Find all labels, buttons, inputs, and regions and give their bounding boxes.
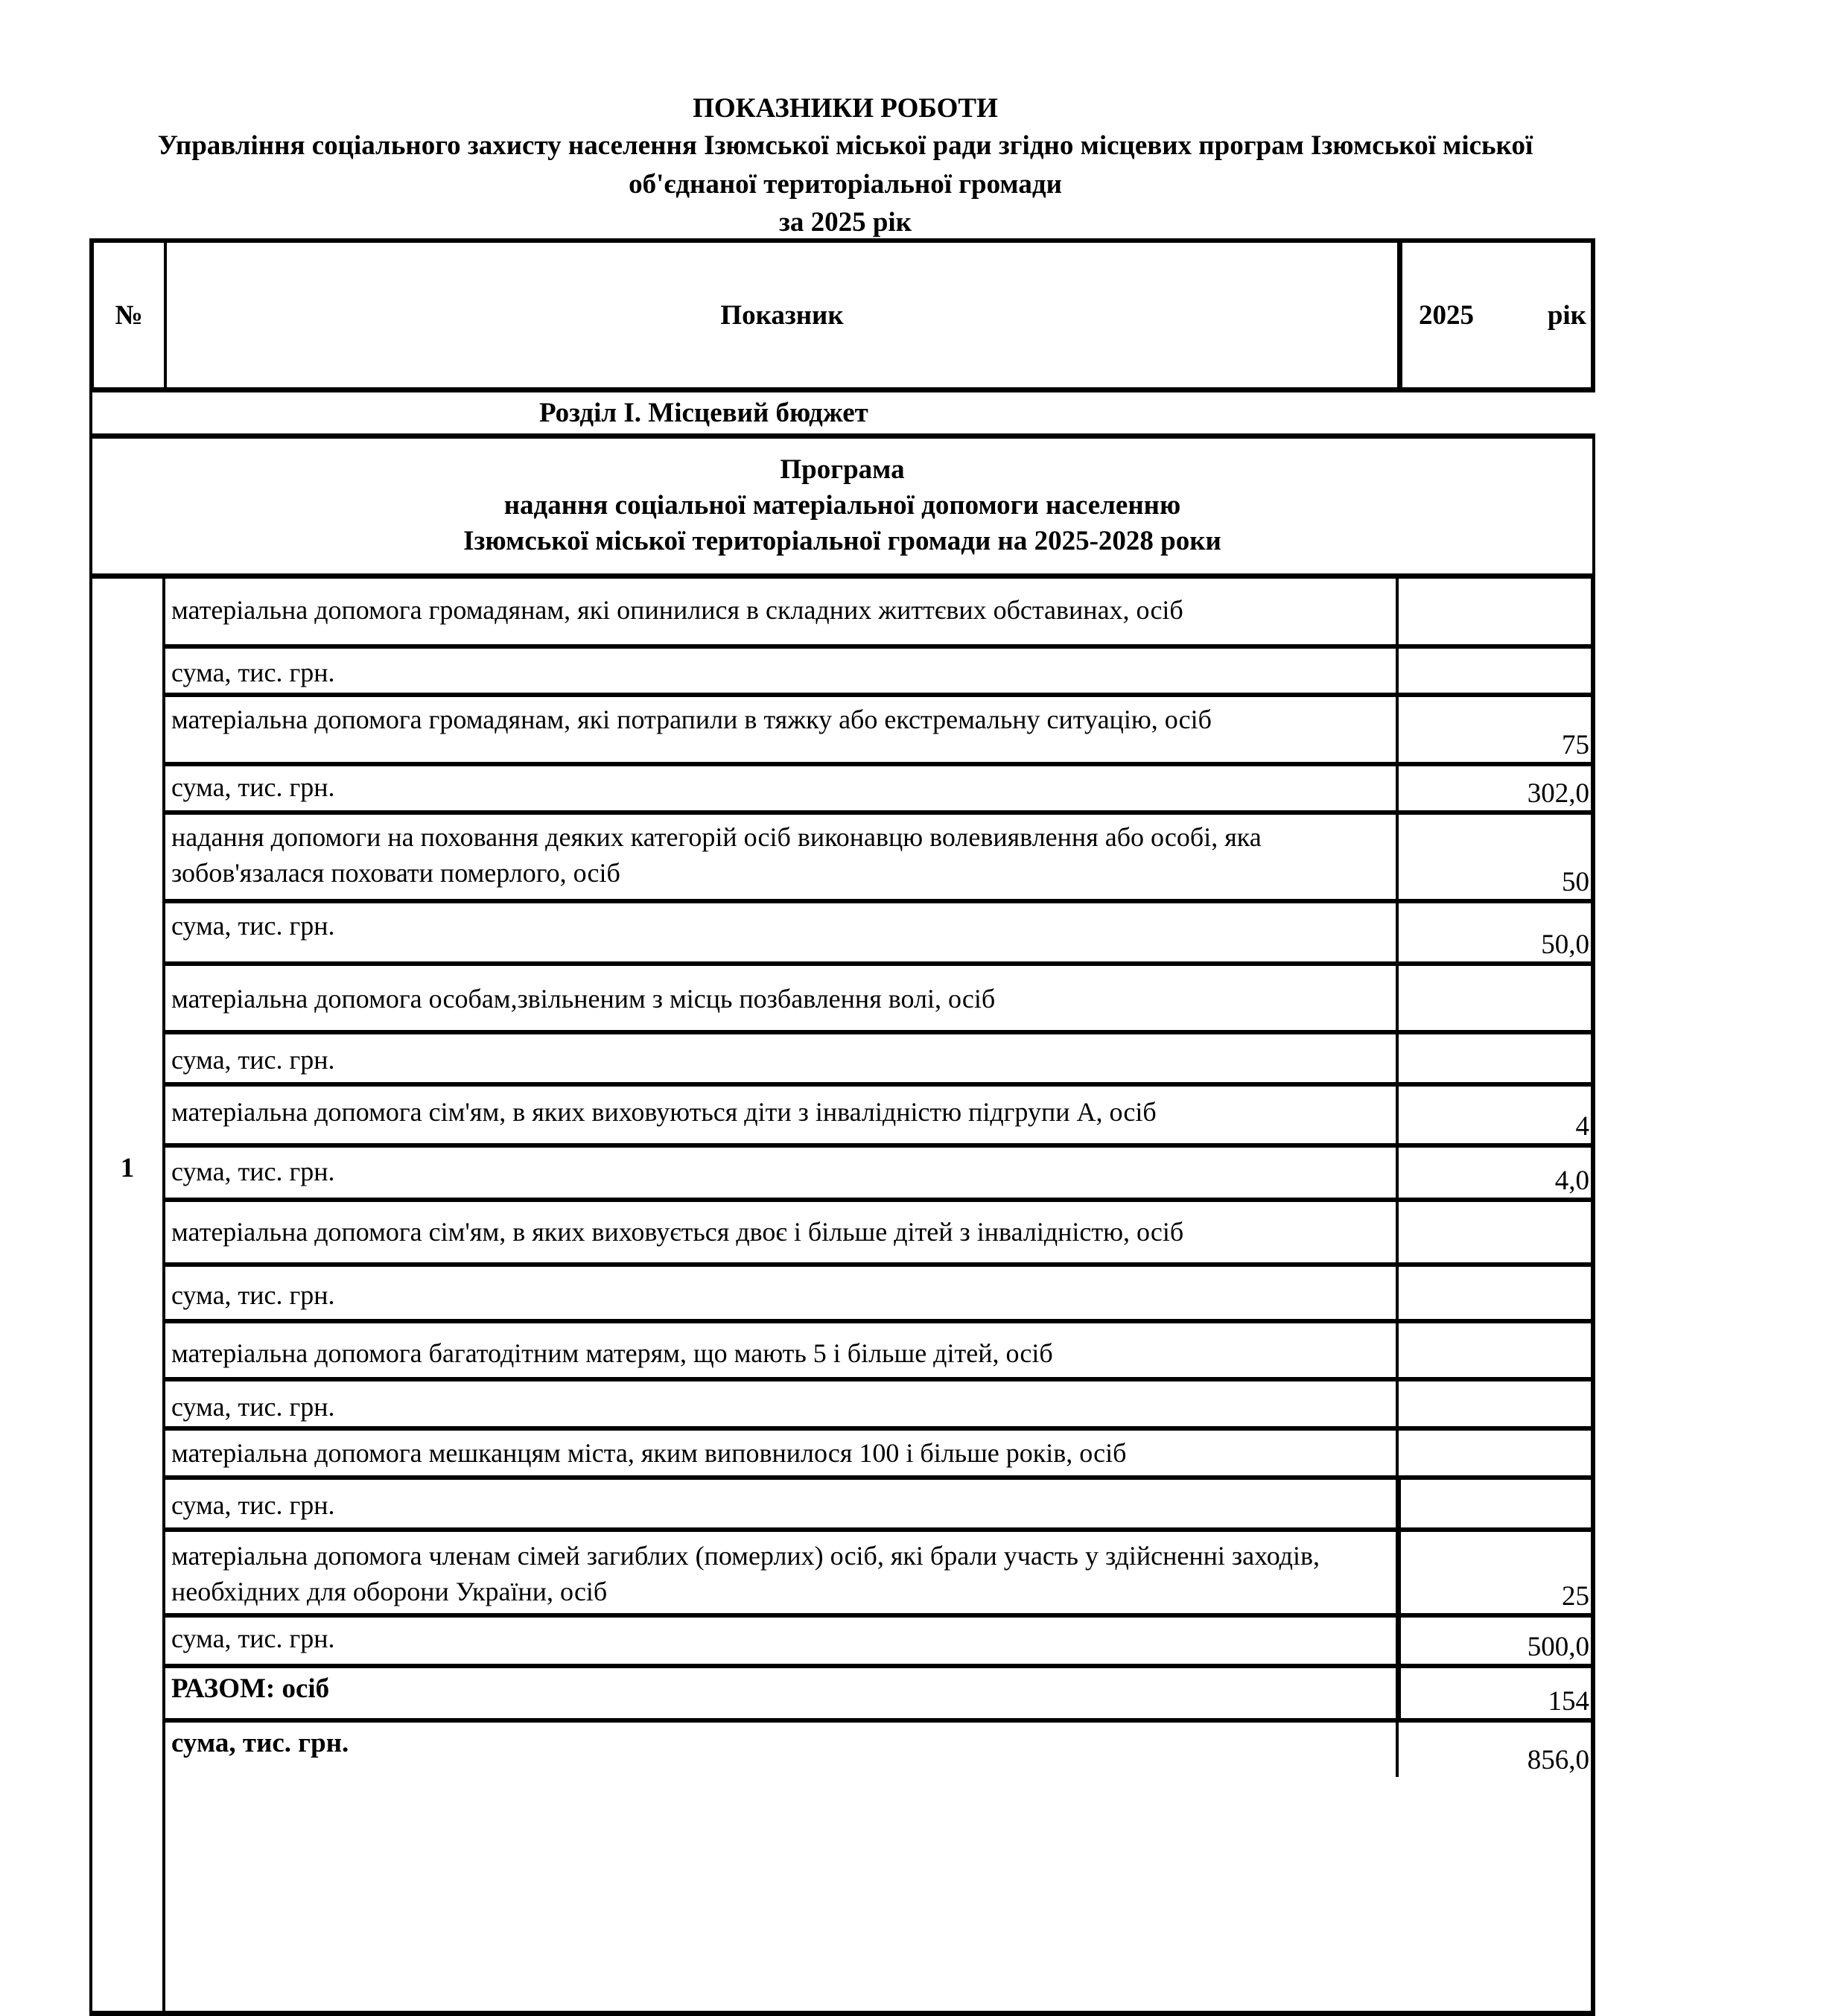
row-value [1396,966,1594,1030]
row-label: матеріальна допомога особам,звільненим з місць позбавлення волі, осіб [171,984,996,1014]
row-value [1396,1323,1594,1377]
row-label: сума, тис. грн. [171,1280,335,1310]
table-row [165,579,1594,649]
row-label: сума, тис. грн. [171,911,335,941]
row-label: матеріальна допомога громадянам, які потрапили в тяжку або екстремальну ситуацію, осіб [171,705,1212,734]
group-number-cell [92,579,165,2011]
row-value [1396,1267,1594,1319]
row-value: 75 [1396,697,1594,762]
doc-subtitle-line1: Управління соціального захисту населення Ізюмської міської ради згідно місцевих програм Ізюмської міської [157,130,1533,161]
row-label: матеріальна допомога сім'ям, в яких виховуються діти з інвалідністю підгрупи А, осіб [171,1097,1157,1127]
table-row [165,1087,1594,1148]
doc-title: ПОКАЗНИКИ РОБОТИ [693,93,998,124]
table-row [165,1480,1594,1532]
table-row [165,1431,1594,1480]
row-value: 25 [1396,1532,1594,1613]
row-label: матеріальна допомога громадянам, які опинилися в складних життєвих обставинах, осіб [171,595,1183,625]
row-value: 4,0 [1396,1148,1594,1198]
row-label: сума, тис. грн. [171,1392,335,1422]
row-value [1396,1480,1594,1527]
row-label: сума, тис. грн. [171,1490,335,1520]
table-row [165,1267,1594,1323]
table-header [89,238,1595,392]
header-year [1397,243,1591,387]
row-label: сума, тис. грн. [171,772,335,802]
table-row [165,1034,1594,1087]
section-row [89,392,1595,433]
header-year-value: 2025 [1419,299,1474,331]
table-row [165,697,1594,766]
row-label: сума, тис. грн. [171,1728,349,1758]
group-number: 1 [120,1153,135,1183]
section-title: Розділ І. Місцевий бюджет [539,398,868,428]
row-label: матеріальна допомога багатодітним матерям, що мають 5 і більше дітей, осіб [171,1338,1053,1368]
row-label: сума, тис. грн. [171,1157,335,1186]
doc-period: за 2025 рік [778,207,912,238]
row-value: 50 [1396,815,1594,899]
total-sum-row [165,1723,1594,1777]
row-label: РАЗОМ: осіб [171,1673,330,1704]
row-value: 856,0 [1396,1723,1594,1777]
row-value [1396,579,1594,644]
row-label: матеріальна допомога сім'ям, в яких виховується двоє і більше дітей з інвалідністю, осіб [171,1217,1184,1247]
row-value [1396,1381,1594,1426]
table-row [165,815,1594,903]
row-value [1396,1202,1594,1262]
program-subtitle-1: надання соціальної матеріальної допомоги населенню [503,490,1181,521]
header-indicator: Показник [720,299,844,331]
table-row [165,1202,1594,1267]
row-value [1396,649,1594,693]
row-value: 4 [1396,1087,1594,1143]
row-value: 50,0 [1396,903,1594,961]
table-row [165,1148,1594,1202]
table-row [165,649,1594,697]
table-row [165,903,1594,966]
header-num: № [94,243,167,387]
row-label: надання допомоги на поховання деяких категорій осіб виконавцю волевиявлення або особі, яка зобов'язалася поховати померлого, осіб [171,822,1262,888]
row-value: 154 [1396,1668,1594,1718]
table-row [165,1618,1594,1668]
row-label: сума, тис. грн. [171,1045,335,1075]
row-value: 302,0 [1396,766,1594,810]
row-value [1396,1431,1594,1475]
row-value [1396,1034,1594,1082]
program-header [89,433,1595,579]
table-body [89,579,1595,2016]
table-row [165,766,1594,815]
row-label: сума, тис. грн. [171,1624,335,1653]
doc-subtitle-line2: об'єднаної територіальної громади [629,169,1062,200]
row-value: 500,0 [1396,1618,1594,1664]
table-row [165,966,1594,1034]
table-row [165,1532,1594,1618]
total-persons-row [165,1668,1594,1723]
program-subtitle-2: Ізюмської міської територіальної громади на 2025-2028 роки [463,526,1221,556]
row-label: сума, тис. грн. [171,658,335,687]
header-year-suffix: рік [1547,299,1586,331]
row-label: матеріальна допомога мешканцям міста, яким виповнилося 100 і більше років, осіб [171,1438,1127,1468]
program-title: Програма [780,454,905,485]
row-label: матеріальна допомога членам сімей загиблих (померлих) осіб, які брали участь у здійсненні заходів, необхідних для оборони України, осіб [171,1541,1320,1606]
table-row [165,1323,1594,1381]
table-row [165,1381,1594,1431]
